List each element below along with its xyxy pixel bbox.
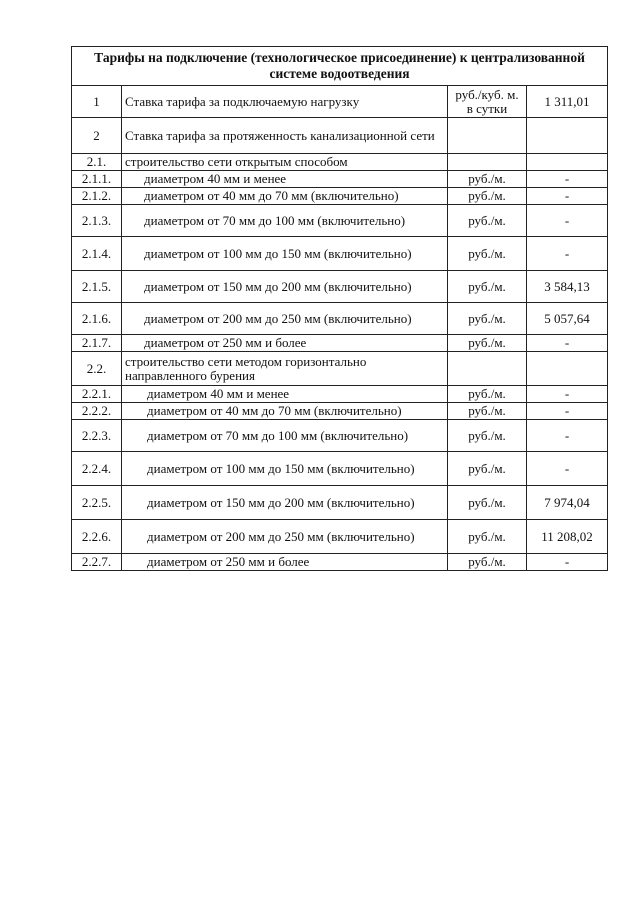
row-value: - [527,403,608,420]
row-unit: руб./м. [448,554,527,571]
table-row [72,420,608,452]
row-value: 1 311,01 [527,86,608,118]
table-row [72,188,608,205]
tariff-table [71,46,608,571]
row-description: диаметром от 250 мм и более [122,335,448,352]
row-number: 1 [72,86,122,118]
row-number: 2.2.6. [72,520,122,554]
table-row [72,237,608,271]
row-number: 2.2.7. [72,554,122,571]
row-value: 7 974,04 [527,486,608,520]
row-unit: руб./м. [448,237,527,271]
row-number: 2.1.3. [72,205,122,237]
row-value: - [527,188,608,205]
row-number: 2.2.4. [72,452,122,486]
row-number: 2 [72,118,122,154]
row-value: - [527,335,608,352]
row-value: 3 584,13 [527,271,608,303]
table-title: Тарифы на подключение (технологическое присоединение) к централизованной системе водоотведения [72,47,608,86]
row-description: диаметром от 200 мм до 250 мм (включительно) [122,520,448,554]
table-row [72,486,608,520]
row-number: 2.2.2. [72,403,122,420]
row-unit: руб./м. [448,452,527,486]
row-value [527,118,608,154]
row-description: диаметром от 40 мм до 70 мм (включительно) [122,188,448,205]
row-description: диаметром от 200 мм до 250 мм (включительно) [122,303,448,335]
row-unit: руб./м. [448,403,527,420]
row-value: - [527,554,608,571]
row-unit [448,352,527,386]
row-unit [448,154,527,171]
row-unit: руб./м. [448,386,527,403]
row-unit: руб./м. [448,205,527,237]
row-value: - [527,452,608,486]
row-description: диаметром от 250 мм и более [122,554,448,571]
row-unit: руб./м. [448,271,527,303]
row-description: строительство сети методом горизонтально направленного бурения [122,352,448,386]
table-row [72,554,608,571]
row-number: 2.1.2. [72,188,122,205]
row-description: диаметром 40 мм и менее [122,386,448,403]
table-row [72,303,608,335]
row-number: 2.2.5. [72,486,122,520]
table-row [72,154,608,171]
row-unit: руб./м. [448,335,527,352]
row-unit: руб./куб. м. в сутки [448,86,527,118]
row-value: - [527,171,608,188]
row-value: 5 057,64 [527,303,608,335]
row-description: диаметром от 40 мм до 70 мм (включительно) [122,403,448,420]
table-row [72,205,608,237]
table-row [72,171,608,188]
row-unit: руб./м. [448,486,527,520]
row-number: 2.1.7. [72,335,122,352]
row-value: - [527,420,608,452]
table-row [72,335,608,352]
row-number: 2.2. [72,352,122,386]
row-value [527,154,608,171]
row-value: 11 208,02 [527,520,608,554]
row-number: 2.1. [72,154,122,171]
row-description: диаметром от 100 мм до 150 мм (включительно) [122,452,448,486]
row-description: Ставка тарифа за протяженность канализационной сети [122,118,448,154]
row-value [527,352,608,386]
table-row [72,452,608,486]
row-number: 2.1.4. [72,237,122,271]
row-description: диаметром от 70 мм до 100 мм (включительно) [122,420,448,452]
table-row [72,403,608,420]
row-number: 2.2.3. [72,420,122,452]
row-value: - [527,237,608,271]
table-row [72,386,608,403]
table-title-row [72,47,608,86]
row-unit: руб./м. [448,303,527,335]
row-number: 2.1.5. [72,271,122,303]
row-number: 2.1.1. [72,171,122,188]
row-description: строительство сети открытым способом [122,154,448,171]
table-row [72,271,608,303]
row-unit: руб./м. [448,420,527,452]
row-description: Ставка тарифа за подключаемую нагрузку [122,86,448,118]
row-number: 2.2.1. [72,386,122,403]
row-description: диаметром 40 мм и менее [122,171,448,188]
row-description: диаметром от 150 мм до 200 мм (включительно) [122,486,448,520]
table-row [72,118,608,154]
row-unit: руб./м. [448,188,527,205]
row-description: диаметром от 150 мм до 200 мм (включительно) [122,271,448,303]
table-row [72,86,608,118]
row-description: диаметром от 70 мм до 100 мм (включительно) [122,205,448,237]
row-value: - [527,205,608,237]
row-unit: руб./м. [448,171,527,188]
row-value: - [527,386,608,403]
row-unit [448,118,527,154]
row-unit: руб./м. [448,520,527,554]
table-row [72,520,608,554]
table-row [72,352,608,386]
row-number: 2.1.6. [72,303,122,335]
row-description: диаметром от 100 мм до 150 мм (включительно) [122,237,448,271]
